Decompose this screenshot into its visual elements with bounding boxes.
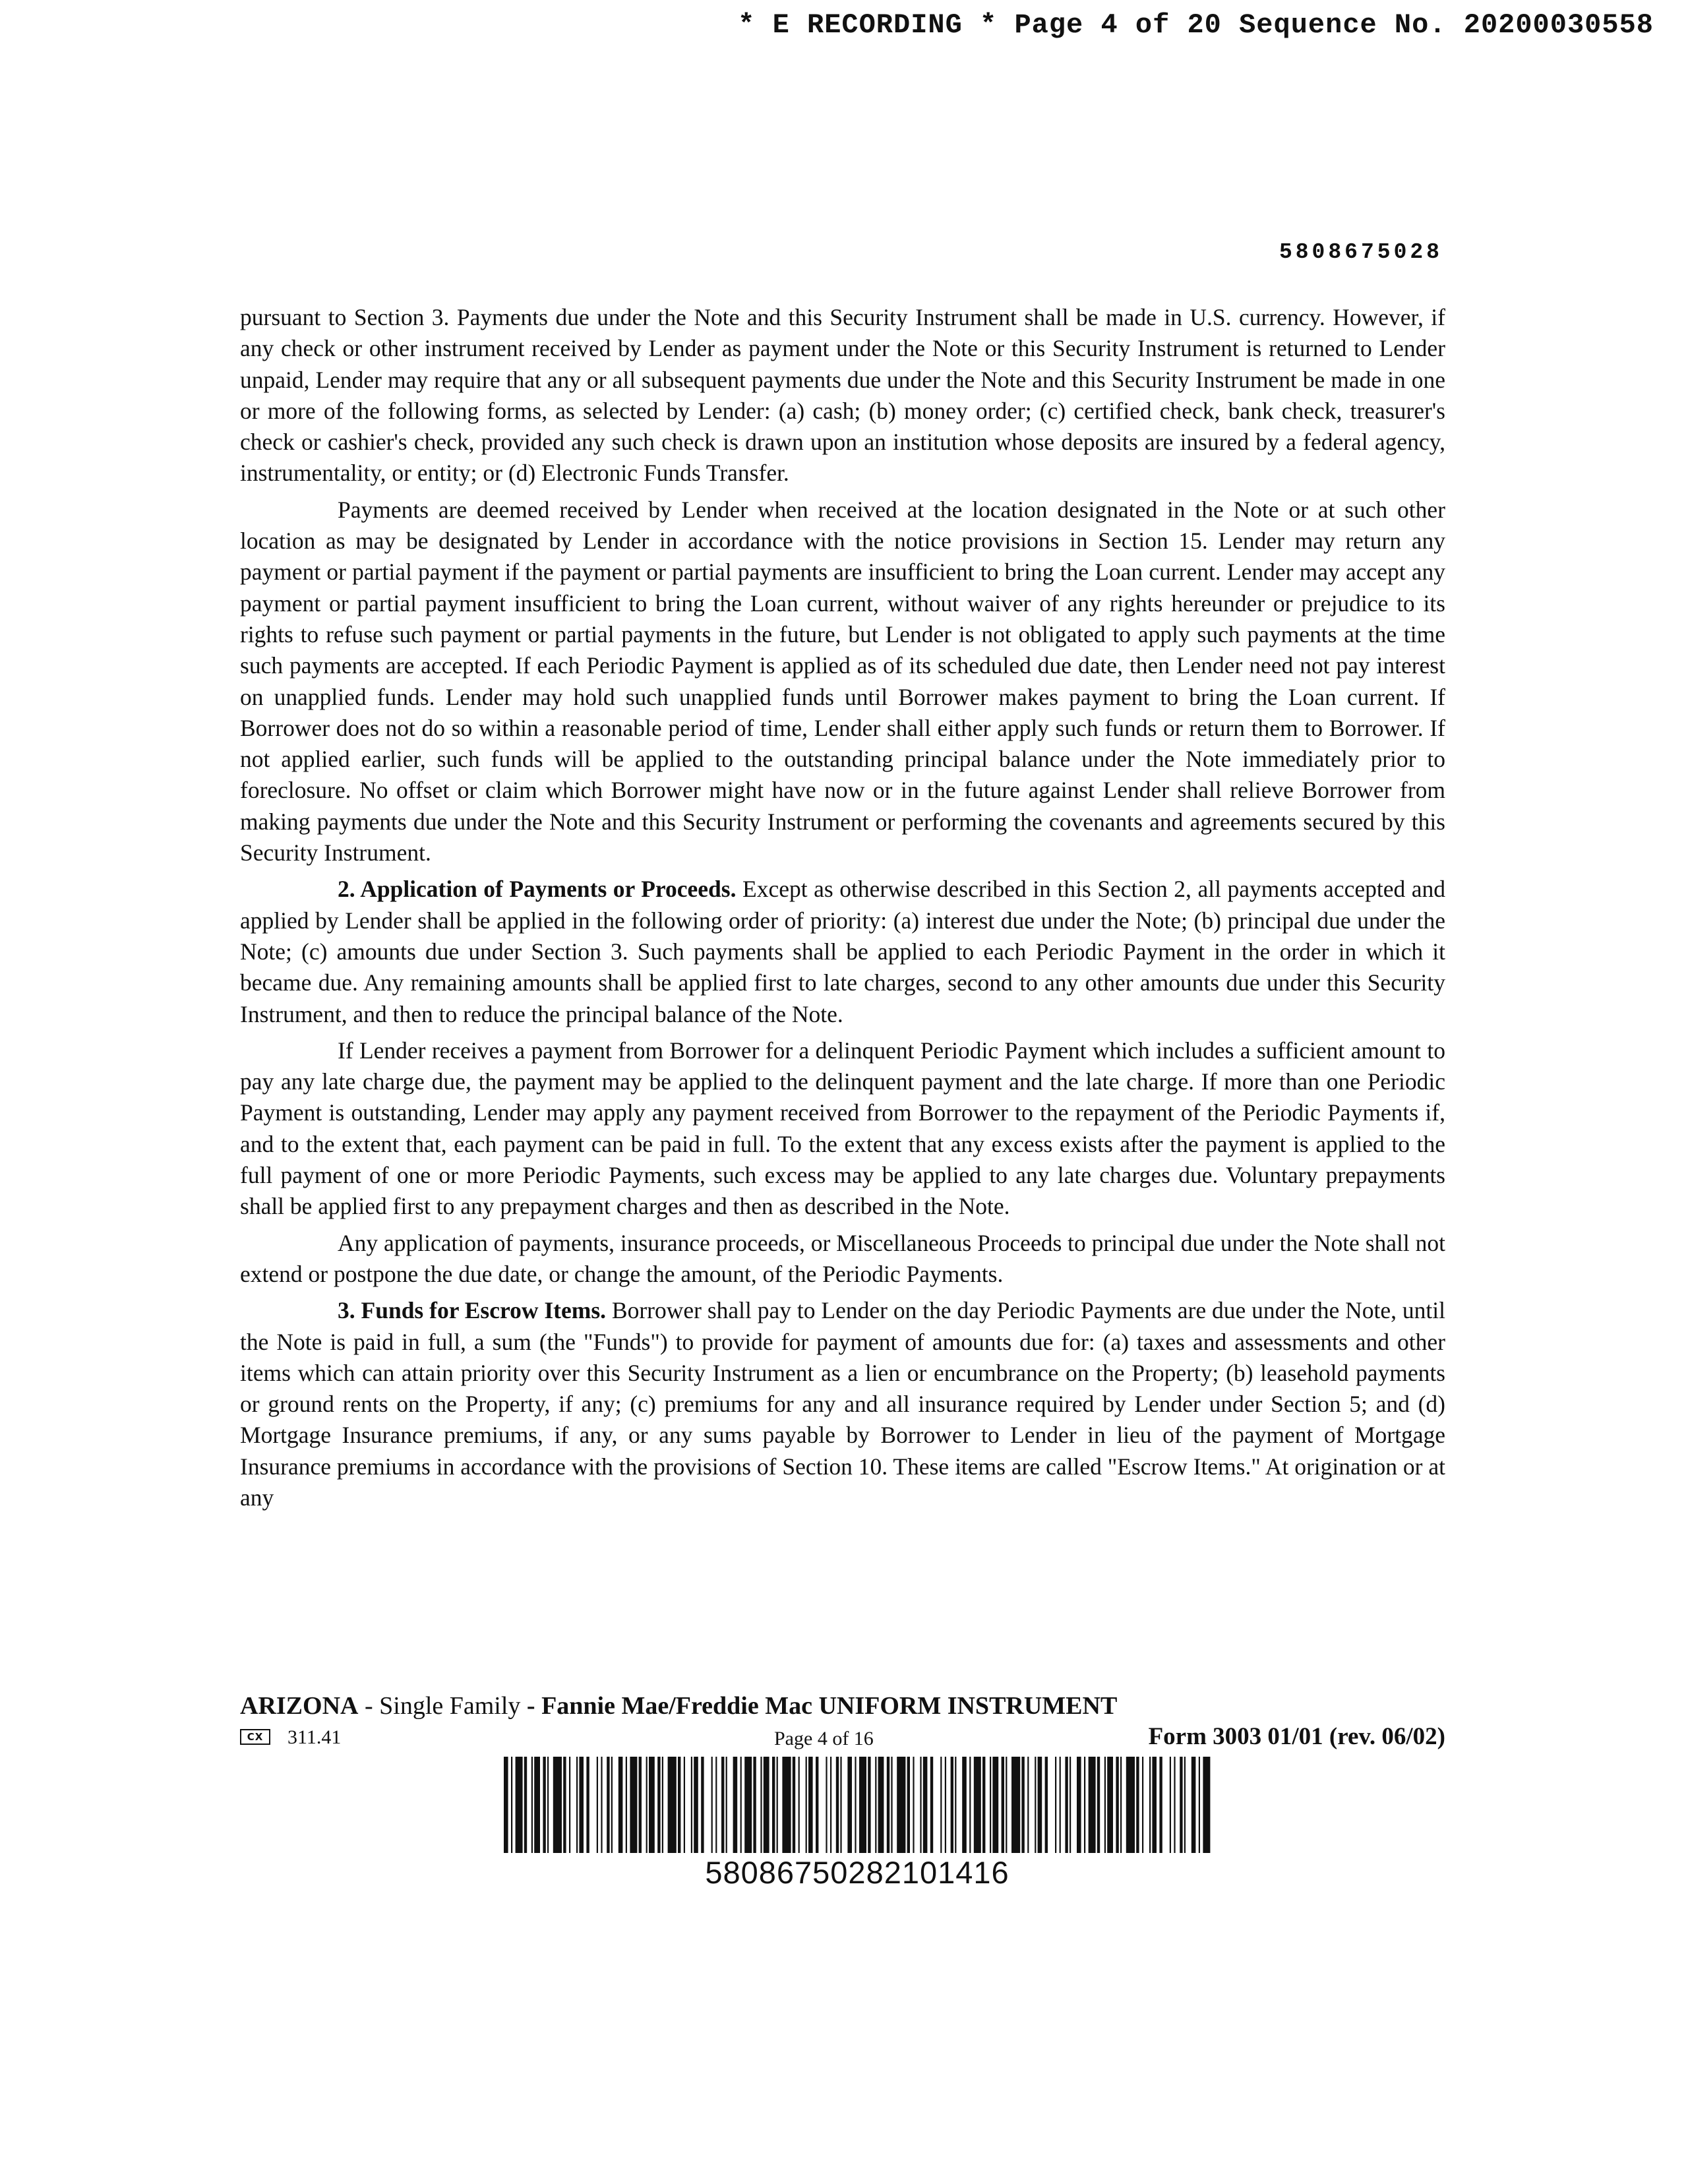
cx-logo-icon: CX bbox=[240, 1729, 270, 1745]
form-code: 311.41 bbox=[287, 1726, 342, 1748]
paragraph-delinquent-payment: If Lender receives a payment from Borrower for a delinquent Periodic Payment which includes a sufficient amount to pay any late charge due, the payment may be applied to the delinquent payment and the late charge. If more than one Periodic Payment is outstanding, Lender may apply any payment received from Borrower to the repayment of the Periodic Payments if, and to the extent that, each payment can be paid in full. To the extent that any excess exists after the payment is applied to the full payment of one or more Periodic Payments, such excess may be applied to any late charges due. Voluntary prepayments shall be applied first to any prepayment charges and then as described in the Note. bbox=[240, 1037, 1445, 1220]
section-2-text: Except as otherwise described in this Section 2, all payments accepted and applied by Lender shall be applied in the following order of priority: (a) interest due under the Note; (b) principal due under the Note; (c) amounts due under Section 3. Such payments shall be applied to each Periodic Payment in the order in which it became due. Any remaining amounts shall be applied first to late charges, second to any other amounts due under this Security Instrument, and then to reduce the principal balance of the Note. bbox=[240, 876, 1445, 1027]
paragraph-payments-received: Payments are deemed received by Lender when received at the location designated in the Note or at such other location as may be designated by Lender in accordance with the notice provisions in Section 15. Lender may return any payment or partial payment if the payment or partial payments are insufficient to bring the Loan current. Lender may accept any payment or partial payment insufficient to bring the Loan current, without waiver of any rights hereunder or prejudice to its rights to refuse such payment or partial payments in the future, but Lender is not obligated to apply such payments at the time such payments are accepted. If each Periodic Payment is applied as of its scheduled due date, then Lender need not pay interest on unapplied funds. Lender may hold such unapplied funds until Borrower makes payment to bring the Loan current. If Borrower does not do so within a reasonable period of time, Lender shall either apply such funds or return them to Borrower. If not applied earlier, such funds will be applied to the outstanding principal balance under the Note immediately prior to foreclosure. No offset or claim which Borrower might have now or in the future against Lender shall relieve Borrower from making payments due under the Note and this Security Instrument or performing the covenants and agreements secured by this Security Instrument. bbox=[240, 496, 1445, 866]
form-title bbox=[240, 1691, 1117, 1720]
section-2-application-of-payments bbox=[240, 874, 1445, 1029]
form-state: ARIZONA bbox=[240, 1692, 359, 1720]
form-number: Form 3003 01/01 (rev. 06/02) bbox=[1148, 1723, 1445, 1750]
document-body bbox=[240, 302, 1445, 1519]
section-3-heading: 3. Funds for Escrow Items. bbox=[338, 1297, 607, 1324]
paragraph-application-principal: Any application of payments, insurance proceeds, or Miscellaneous Proceeds to principal due under the Note shall not extend or postpone the due date, or change the amount, of the Periodic Payments. bbox=[240, 1229, 1445, 1287]
barcode-number: 58086750282101416 bbox=[705, 1855, 1010, 1890]
paragraph-payments-currency: pursuant to Section 3. Payments due under the Note and this Security Instrument shall be made in U.S. currency. However, if any check or other instrument received by Lender as payment under the Note or this Security Instrument is returned to Lender unpaid, Lender may require that any or all subsequent payments due under the Note and this Security Instrument be made in one or more of the following forms, as selected by Lender: (a) cash; (b) money order; (c) certified check, bank check, treasurer's check or cashier's check, provided any such check is drawn upon an institution whose deposits are insured by a federal agency, instrumentality, or entity; or (d) Electronic Funds Transfer. bbox=[240, 304, 1445, 487]
section-3-funds-escrow bbox=[240, 1295, 1445, 1513]
form-instrument-name: Fannie Mae/Freddie Mac UNIFORM INSTRUMENT bbox=[541, 1692, 1118, 1720]
barcode-icon bbox=[504, 1757, 1211, 1853]
form-family-type: Single Family bbox=[379, 1692, 521, 1720]
page-number: Page 4 of 16 bbox=[774, 1728, 874, 1749]
form-footer-row bbox=[240, 1725, 1445, 1754]
recording-stamp: * E RECORDING * Page 4 of 20 Sequence No. 20200030558 bbox=[738, 9, 1654, 41]
form-title-separator: - bbox=[358, 1692, 380, 1720]
loan-number: 5808675028 bbox=[1279, 240, 1443, 264]
section-2-heading: 2. Application of Payments or Proceeds. bbox=[338, 876, 737, 903]
form-title-separator: - bbox=[520, 1692, 542, 1720]
section-3-text: Borrower shall pay to Lender on the day Periodic Payments are due under the Note, until the Note is paid in full, a sum (the "Funds") to provide for payment of amounts due for: (a) taxes and assessments and other items which can attain priority over this Security Instrument as a lien or encumbrance on the Property; (b) leasehold payments or ground rents on the Property, if any; (c) premiums for any and all insurance required by Lender under Section 5; and (d) Mortgage Insurance premiums, if any, or any sums payable by Borrower to Lender in lieu of the payment of Mortgage Insurance premiums in accordance with the provisions of Section 10. These items are called "Escrow Items." At origination or at any bbox=[240, 1297, 1445, 1511]
